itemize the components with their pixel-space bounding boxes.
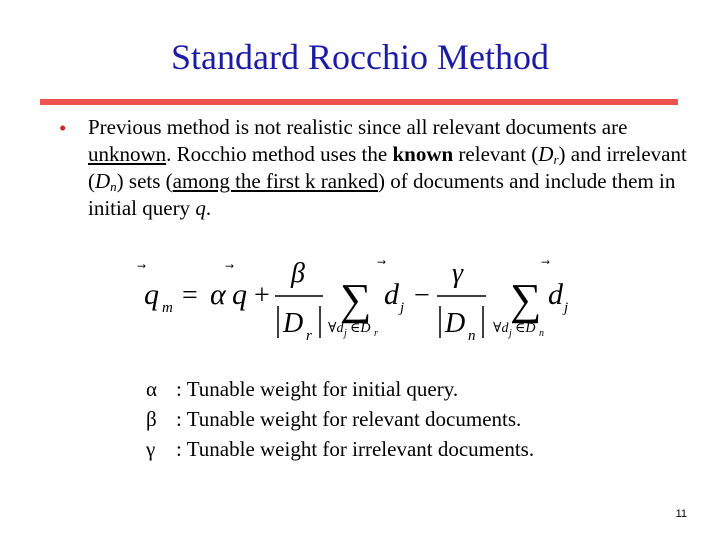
bullet-text-among: among the first k ranked — [172, 169, 378, 193]
bullet-text-D2: D — [95, 169, 111, 193]
rocchio-formula — [140, 250, 590, 350]
bullet-text-3: . Rocchio method uses the — [166, 142, 393, 166]
definition-alpha — [146, 374, 534, 404]
formula-alpha: α — [210, 278, 226, 311]
page-number: 11 — [675, 508, 687, 520]
definition-text: : Tunable weight for initial query. — [176, 377, 459, 401]
bullet-text-8: ) and irrelevant ( — [88, 142, 687, 193]
bullet-text-13: ) of documents and include them in initial query — [88, 169, 676, 220]
formula-eq: = — [182, 280, 198, 311]
bullet-text-D: D — [538, 142, 554, 166]
formula-gamma: γ — [452, 258, 464, 289]
formula-vec-d1 — [377, 260, 386, 264]
definition-beta — [146, 404, 534, 434]
formula-j-sub-1a: j — [344, 328, 347, 339]
formula-vec-qm — [137, 264, 146, 268]
bullet-text-n: n — [110, 179, 117, 194]
formula-forall-1: ∀d — [328, 321, 344, 336]
formula-n-sub: n — [468, 328, 476, 344]
formula-r-sub-2: r — [374, 328, 378, 339]
formula-r-sub: r — [306, 328, 312, 344]
definition-text: : Tunable weight for relevant documents. — [176, 407, 522, 431]
bullet-text-q: q — [195, 196, 206, 220]
formula-in-2: ∈D — [515, 321, 536, 336]
formula-minus: − — [414, 280, 430, 311]
slide-title: Standard Rocchio Method — [171, 37, 549, 77]
formula-sum-1: ∑ — [340, 275, 372, 324]
formula-in-1: ∈D — [350, 321, 371, 336]
formula-vec-q — [225, 264, 234, 268]
formula-plus: + — [254, 280, 270, 311]
formula-d-1: d — [384, 278, 399, 311]
definition-text: : Tunable weight for irrelevant documents. — [176, 437, 535, 461]
bullet-text-1: Previous method is not realistic since all relevant documents are — [88, 115, 628, 139]
definition-symbol: β — [146, 407, 157, 431]
formula-sum-2: ∑ — [510, 275, 542, 324]
formula-j-sub-2a: j — [509, 328, 512, 339]
definition-symbol: α — [146, 377, 158, 401]
bullet-text-11: ) sets ( — [116, 169, 173, 193]
formula-d-2: d — [548, 278, 563, 311]
bullet-text-unknown: unknown — [88, 142, 167, 166]
formula-forall-2: ∀d — [493, 321, 509, 336]
bullet-text-5: relevant ( — [453, 142, 539, 166]
bullet-text-known: known — [392, 142, 454, 166]
bullet-text-r: r — [553, 152, 559, 167]
bullet-marker: • — [59, 116, 67, 140]
formula-n-sub-2: n — [539, 328, 544, 339]
formula-q: q — [232, 278, 247, 311]
definition-symbol: γ — [146, 437, 156, 461]
formula-j-2: j — [564, 300, 569, 316]
parameter-definitions — [146, 374, 534, 464]
formula-Dn: D — [445, 308, 466, 339]
formula-j-1: j — [400, 300, 405, 316]
title-divider — [40, 99, 678, 105]
bullet-text-15: . — [205, 196, 212, 220]
bullet-paragraph — [88, 114, 688, 222]
formula-m-sub: m — [162, 300, 173, 316]
formula-q-m: q — [144, 278, 159, 311]
formula-svg — [140, 250, 590, 350]
formula-Dr: D — [283, 308, 304, 339]
definition-gamma — [146, 434, 534, 464]
formula-beta: β — [291, 258, 305, 289]
formula-vec-d2 — [541, 260, 550, 264]
